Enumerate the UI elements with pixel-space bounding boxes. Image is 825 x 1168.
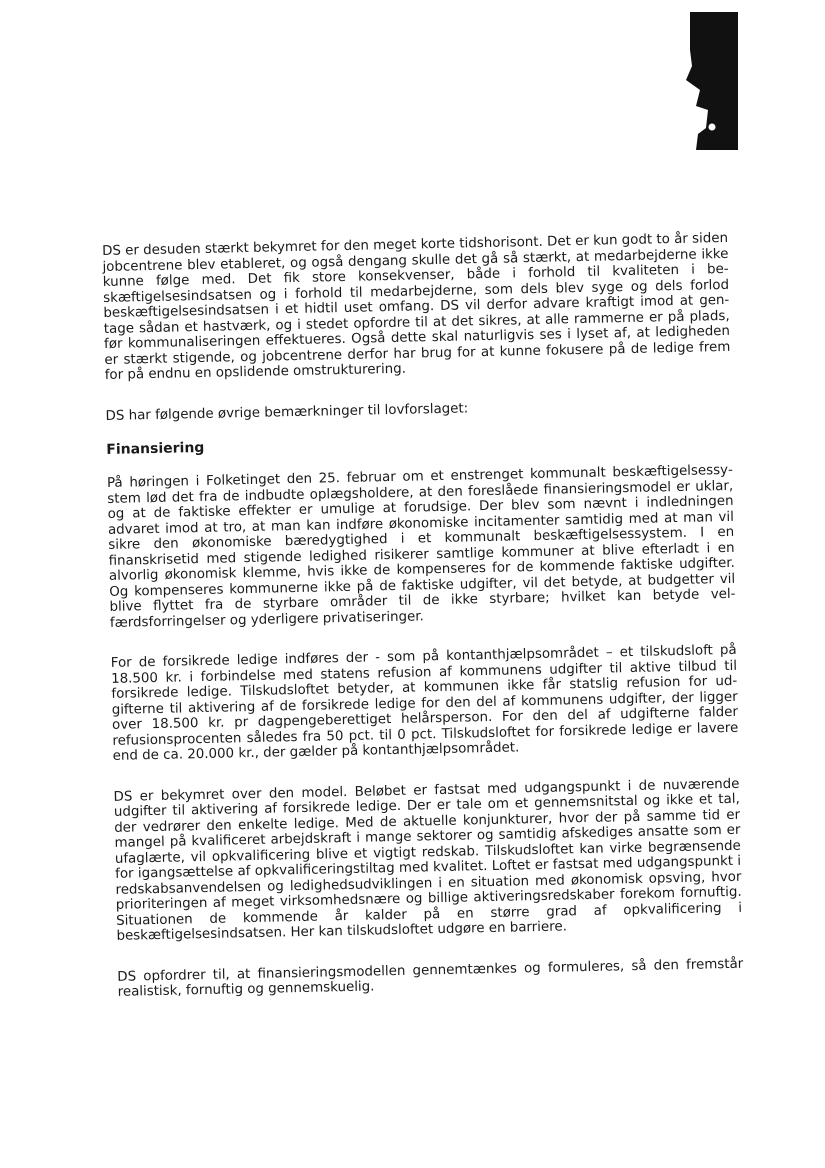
paragraph-model-concern: DS er bekymret over den model. Beløbet er fastsat med udgangspunkt i de nuværende udgifter til aktivering af forsikrede ledige. Der er tale om et gennemsnitstal og ikke et tal, der vedrører den enkelte ledige. Med de aktuelle konjunkturer, hvor der på samme tid er mangel på kvalificeret arbejdskraft i mange sektorer og samtidig afskediges ansatte som er ufaglærte, vil opkvalificering blive et vigtigt redskab. Tilskudsloftet kan virke begrænsende for igangsættelse af opkvalificeringstiltag med kvalitet. Loftet er fastsat med udgangspunkt i redskabsanvendelsen og ledighedsudviklingen i en situation med økonomisk opsving, hvor prioriteringen af meget virksomhedsnære og billige aktiveringsredskaber forekom fornuftig. Situationen de kommende år kalder på en større grad af opkvalificering i beskæftigelsesindsatsen. Her kan tilskudsloftet udgøre en barriere. — [113, 776, 743, 944]
ds-logo-icon — [682, 10, 744, 154]
paragraph-subsidy-ceiling: For de forsikrede ledige indføres der - som på kontanthjælpsområdet – et tilskudsloft på 18.500 kr. i forbindelse med statens refusion af kommunens udgifter til aktive tilbud til forsikrede ledige. Tilskudsloftet betyder, at kommunen ikke får statslig refusion for udgifterne til aktivering af de forsikrede ledige for den del af kommunens udgifter, der ligger over 18.500 kr. pr dagpengeberettiget helårsperson. For den del af udgifterne falder refusionsprocenten således fra 50 pct. til 0 pct. Tilskudsloftet for forsikrede ledige er lavere end de ca. 20.000 kr., der gælder på kontanthjælpsområdet. — [110, 642, 739, 764]
paragraph-recommendation: DS opfordrer til, at finansieringsmodellen gennemtænkes og formuleres, så den fremstår realistisk, fornuftig og gennemskuelig. — [117, 956, 744, 1000]
ds-logo-graphic — [682, 10, 744, 154]
document-body — [102, 231, 744, 1014]
paragraph-hearing: På høringen i Folketinget den 25. februar om et enstrenget kommunalt beskæftigelsessystem lød det fra de indbudte oplægsholdere, at den foreslåede finansieringsmodel er uklar, og at de faktiske effekter er umulige at forudsige. Der blev som nævnt i indledningen advaret imod at tro, at man kan indføre økonomiske incitamenter samtidig med at man vil sikre den økonomiske bæredygtighed i et kommunalt beskæftigelsessystem. I en finanskrisetid med stigende ledighed risikerer samtlige kommuner at blive efterladt i en alvorlig økonomisk klemme, hvis ikke de kompenseres for de kommende faktiske udgifter. Og kompenseres kommunerne ikke på de faktiske udgifter, vil det betyde, at budgetter vil blive flyttet fra de styrbare områder til de ikke styrbare; hvilket kan betyde velfærdsforringelser og yderligere privatiseringer. — [106, 462, 736, 631]
paragraph-remarks-intro: DS har følgende øvrige bemærkninger til lovforslaget: — [105, 400, 469, 424]
paragraph-timeline-concern: DS er desuden stærkt bekymret for den meget korte tidshorisont. Det er kun godt to år siden jobcentrene blev etableret, og også dengang skulle det gå så stærkt, at medarbejderne ikke kunne følge med. Det fik store konsekvenser, både i forhold til kvaliteten i beskæftigelsesindsatsen og i forhold til medarbejderne, som dels blev syge og dels forlod beskæftigelsesindsatsen i et hidtil uset omfang. DS vil derfor advare kraftigt imod at gentage sådan et hastværk, og i stedet opfordre til at det sikres, at alle rammerne er på plads, før kommunaliseringen effektueres. Også dette skal naturligvis ses i lyset af, at ledigheden er stærkt stigende, og jobcentrene derfor har brug for at kunne fokusere på de ledige frem for på endnu en opslidende omstrukturering. — [102, 230, 731, 383]
section-heading-finansiering: Finansiering — [106, 439, 205, 458]
logo-dot — [709, 124, 716, 131]
